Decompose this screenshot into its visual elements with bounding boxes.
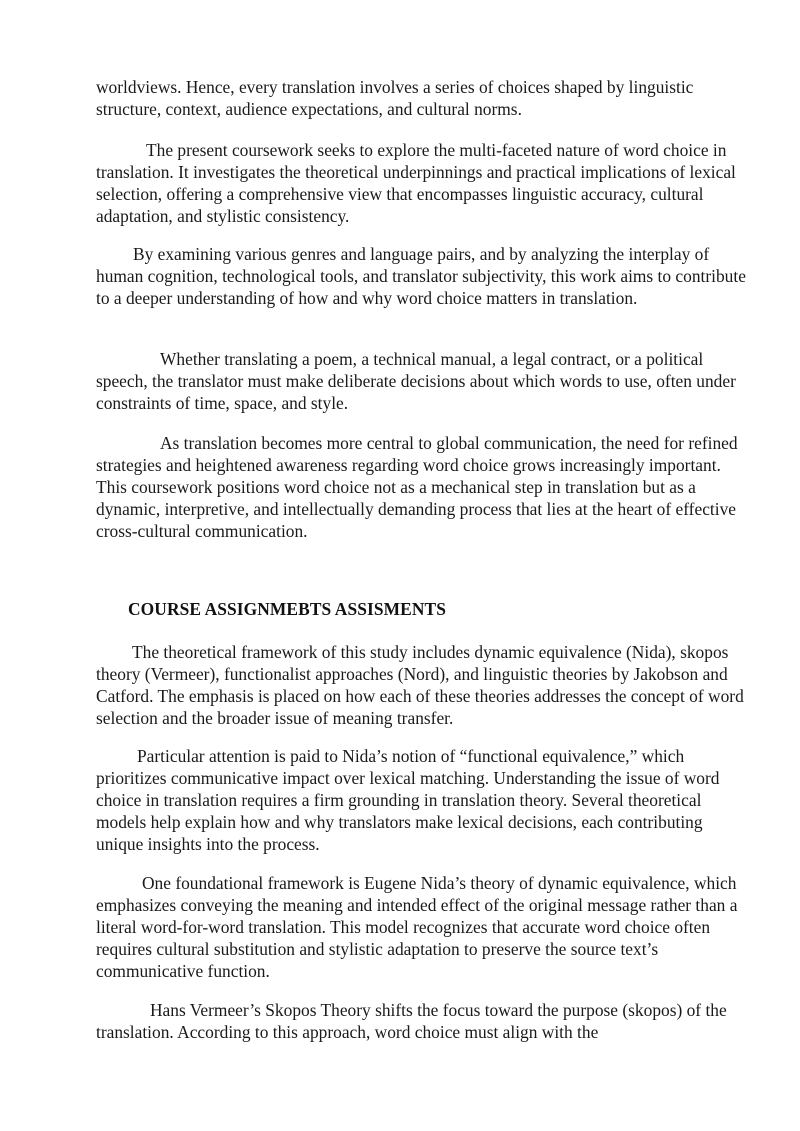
section-paragraph-3: One foundational framework is Eugene Nida’s theory of dynamic equivalence, which emphasizes conveying the meaning and intended effect of the original message rather than a literal word-for-word translation. This model recognizes that accurate word choice often requires cultural substitution and stylistic adaptation to preserve the source text’s communicative function. xyxy=(96,873,738,981)
intro-paragraph-5: As translation becomes more central to global communication, the need for refined strategies and heightened awareness regarding word choice grows increasingly important. This coursework positions word choice not as a mechanical step in translation but as a dynamic, interpretive, and intellectually demanding process that lies at the heart of effective cross-cultural communication. xyxy=(96,433,738,541)
section-paragraph-2: Particular attention is paid to Nida’s notion of “functional equivalence,” which prioritizes communicative impact over lexical matching. Understanding the issue of word choice in translation requires a firm grounding in translation theory. Several theoretical models help explain how and why translators make lexical decisions, each contributing unique insights into the process. xyxy=(96,746,720,854)
section-paragraph-4: Hans Vermeer’s Skopos Theory shifts the focus toward the purpose (skopos) of the translation. According to this approach, word choice must align with the xyxy=(96,1000,727,1042)
intro-paragraph-4: Whether translating a poem, a technical manual, a legal contract, or a political speech, the translator must make deliberate decisions about which words to use, often under constraints of time, space, and style. xyxy=(96,349,736,413)
intro-paragraph-3: By examining various genres and language pairs, and by analyzing the interplay of human cognition, technological tools, and translator subjectivity, this work aims to contribute to a deeper understanding of how and why word choice matters in translation. xyxy=(96,244,746,308)
section-heading: COURSE ASSIGNMEBTS ASSISMENTS xyxy=(128,599,446,619)
section-paragraph-1: The theoretical framework of this study includes dynamic equivalence (Nida), skopos theory (Vermeer), functionalist approaches (Nord), and linguistic theories by Jakobson and Catford. The emphasis is placed on how each of these theories addresses the concept of word selection and the broader issue of meaning transfer. xyxy=(96,642,744,728)
intro-paragraph-1: worldviews. Hence, every translation involves a series of choices shaped by linguistic structure, context, audience expectations, and cultural norms. xyxy=(96,77,694,119)
intro-paragraph-2: The present coursework seeks to explore the multi-faceted nature of word choice in translation. It investigates the theoretical underpinnings and practical implications of lexical selection, offering a comprehensive view that encompasses linguistic accuracy, cultural adaptation, and stylistic consistency. xyxy=(96,140,736,226)
